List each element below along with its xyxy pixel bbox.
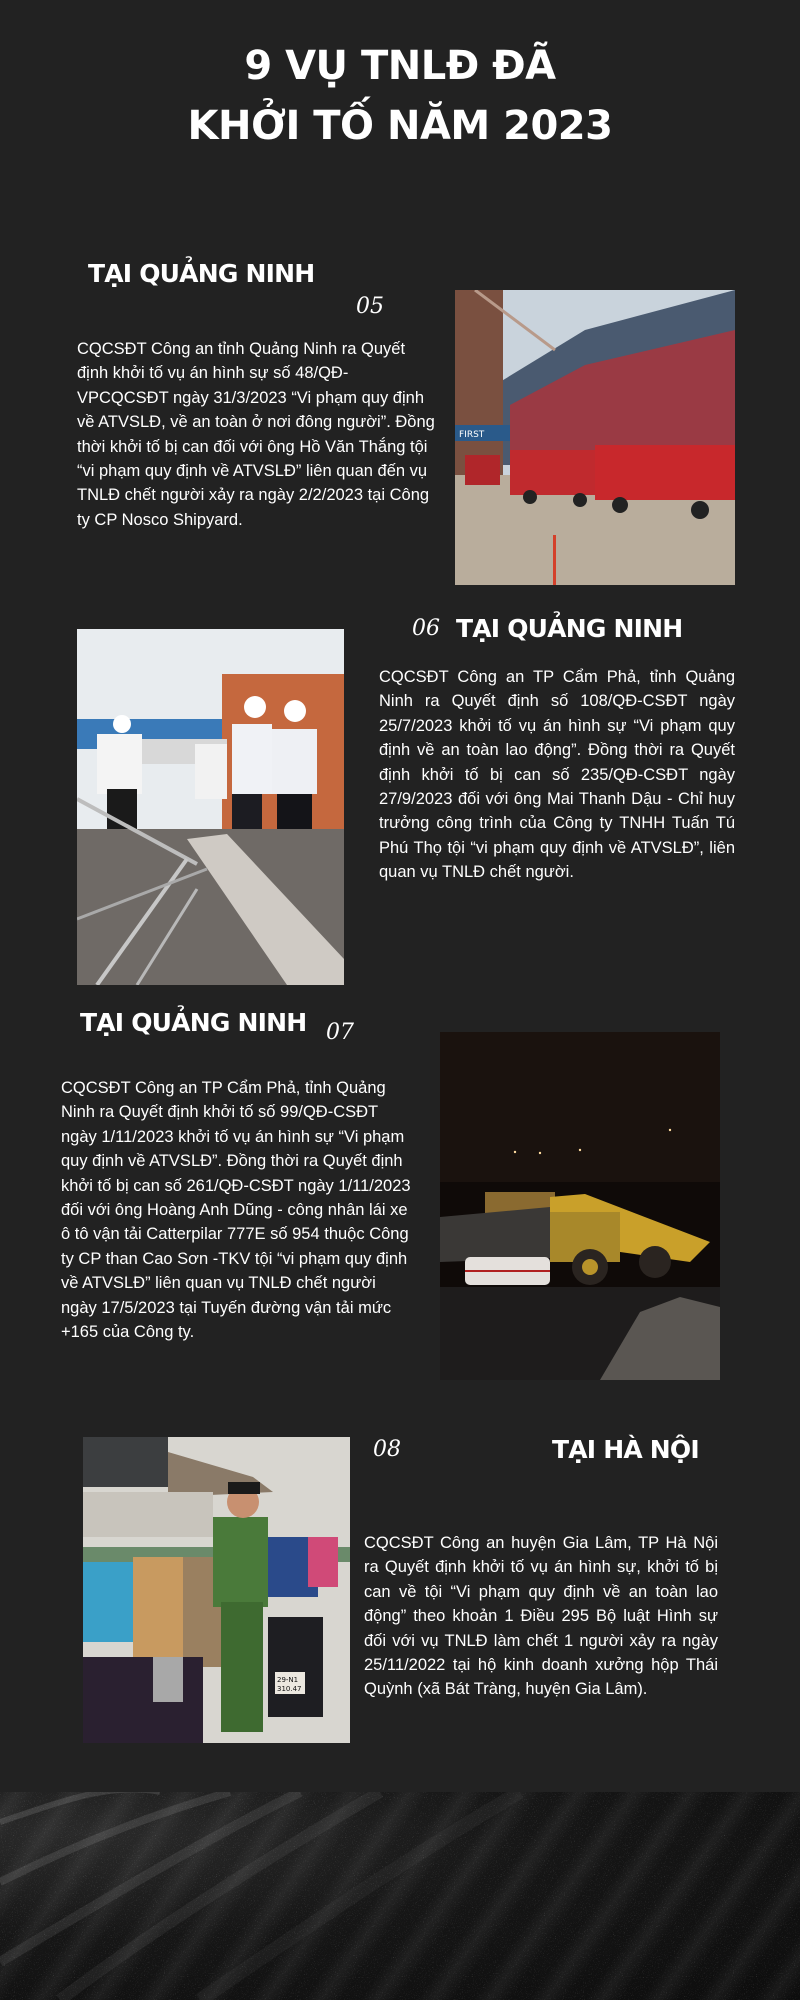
svg-text:29-N1: 29-N1 <box>277 1676 299 1684</box>
case-05-location: TẠI QUẢNG NINH <box>88 259 315 288</box>
case-06-number: 06 <box>412 616 440 641</box>
svg-text:310.47: 310.47 <box>277 1685 302 1693</box>
shipyard-fire-trucks-photo <box>455 290 735 585</box>
case-05-description: CQCSĐT Công an tỉnh Quảng Ninh ra Quyết định khởi tố vụ án hình sự số 48/QĐ-VPCQCSĐT ngày 31/3/2023 “Vi phạm quy định về ATVSLĐ, về an toàn ở nơi đông người”. Đồng thời khởi tố bị can đối với ông Hồ Văn Thắng tội “vi phạm quy định về ATVSLĐ” liên quan đến vụ TNLĐ chết người xảy ra ngày 2/2/2023 tại Công ty CP Nosco Shipyard. <box>77 340 435 529</box>
page-title <box>0 36 800 156</box>
case-07-number: 07 <box>326 1020 354 1045</box>
title-line-1: 9 VỤ TNLĐ ĐÃ <box>244 43 556 89</box>
case-06-description: CQCSĐT Công an TP Cẩm Phả, tỉnh Quảng Ninh ra Quyết định số 108/QĐ-CSĐT ngày 25/7/2023 khởi tố vụ án hình sự “Vi phạm quy định về an toàn lao động”. Đồng thời ra Quyết định khởi tố bị can số 235/QĐ-CSĐT ngày 27/9/2023 đối với ông Mai Thanh Dậu - Chỉ huy trưởng công trình của Công ty TNHH Tuấn Tú Phú Thọ tội “vi phạm quy định về ATVSLĐ”, liên quan vụ TNLĐ chết người. <box>379 668 735 882</box>
collapsed-scaffolding-inspection-photo <box>77 629 344 985</box>
case-08-location: TẠI HÀ NỘI <box>552 1435 699 1464</box>
case-07-location: TẠI QUẢNG NINH <box>80 1008 307 1037</box>
case-06-location: TẠI QUẢNG NINH <box>456 614 683 643</box>
title-line-2: KHỞI TỐ NĂM 2023 <box>187 103 613 149</box>
svg-text:FIRST: FIRST <box>459 430 485 440</box>
case-08-number: 08 <box>373 1437 401 1462</box>
case-08-description: CQCSĐT Công an huyện Gia Lâm, TP Hà Nội ra Quyết định khởi tố vụ án hình sự, khởi tố bị can về tội “Vi phạm quy định về an toàn lao động” theo khoản 1 Điều 295 Bộ luật Hình sự đối với vụ TNLĐ làm chết 1 người xảy ra ngày 25/11/2022 tại hộ kinh doanh xưởng hộp Thái Quỳnh (xã Bát Tràng, huyện Gia Lâm). <box>364 1534 718 1699</box>
case-05-number: 05 <box>356 294 384 319</box>
case-07-description: CQCSĐT Công an TP Cẩm Phả, tỉnh Quảng Ninh ra Quyết định khởi tố số 99/QĐ-CSĐT ngày 1/11/2023 khởi tố vụ án hình sự “Vi phạm quy định về ATVSLĐ”. Đồng thời ra Quyết định khởi tố bị can số 261/QĐ-CSĐT ngày 1/11/2023 đối với ông Hoàng Anh Dũng - công nhân lái xe ô tô vận tải Catterpilar 777E số 954 thuộc Công ty CP than Cao Sơn -TKV tội “vi phạm quy định về ATVSLĐ” liên quan vụ TNLĐ chết người ngày 17/5/2023 tại Tuyến đường vận tải mức +165 của Công ty. <box>61 1079 411 1342</box>
gas-cylinder-inspection-photo <box>83 1437 350 1743</box>
dark-sand-texture-footer <box>0 1792 800 2000</box>
night-mining-dump-truck-photo <box>440 1032 720 1380</box>
